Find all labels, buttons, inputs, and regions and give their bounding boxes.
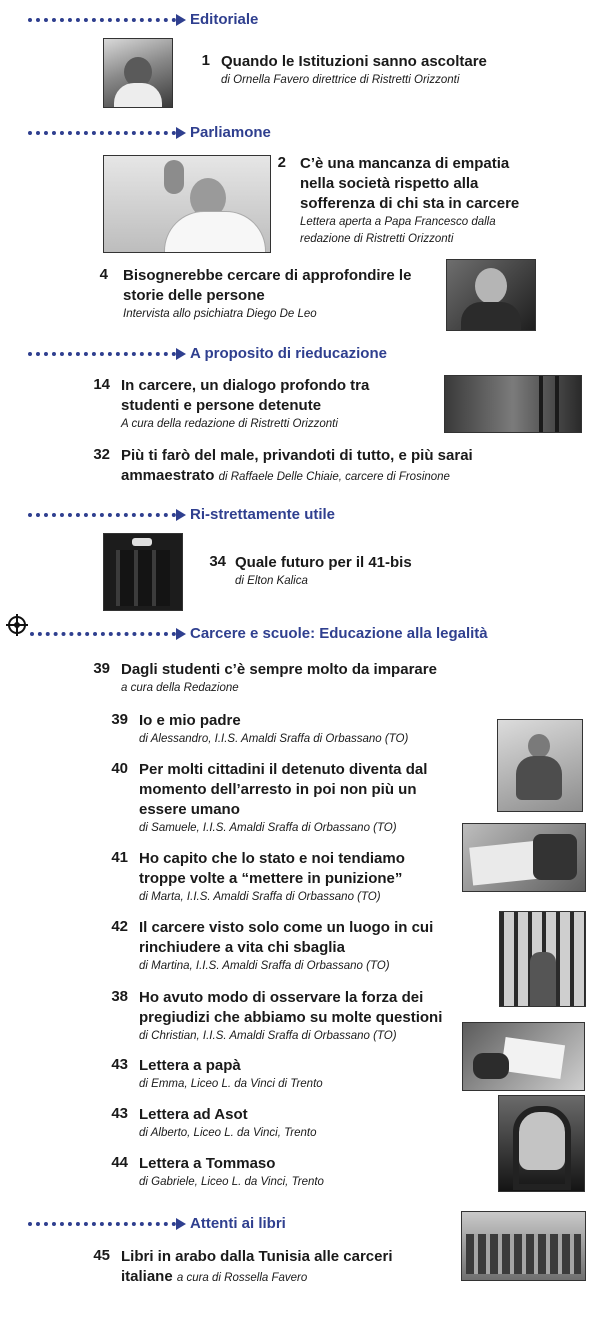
article-title: Lettera a Tommaso: [139, 1155, 276, 1172]
page-number: 45: [93, 1247, 110, 1264]
article-byline: di Christian, I.I.S. Amaldi Sraffa di Orbassano (TO): [139, 1030, 397, 1042]
article-title: Per molti cittadini il detenuto diventa dal momento dell’arresto in poi non più un essere umano: [139, 761, 428, 818]
article-entry[interactable]: [139, 1105, 439, 1142]
article-title: Libri in arabo dalla Tunisia alle carceri italiane: [121, 1248, 393, 1285]
article-title: Quale futuro per il 41-bis: [235, 554, 412, 571]
article-title: Lettera a papà: [139, 1057, 241, 1074]
registration-target-icon: [8, 616, 26, 634]
photo-group: [461, 1211, 586, 1281]
section-parliamone: Parliamone: [28, 124, 271, 141]
photo-ornella-favero: [103, 38, 173, 108]
article-title: Più ti farò del male, privandoti di tutto, e più sarai ammaestrato: [121, 447, 473, 484]
article-title: In carcere, un dialogo profondo tra studenti e persone detenute: [121, 377, 370, 414]
page-number: 42: [111, 918, 128, 935]
arrow-icon: [176, 348, 186, 360]
article-entry[interactable]: [139, 1056, 439, 1093]
article-entry[interactable]: [123, 266, 423, 323]
photo-girl-reading: [497, 719, 583, 812]
page-number: 41: [111, 849, 128, 866]
article-byline: Lettera aperta a Papa Francesco dalla redazione di Ristretti Orizzonti: [300, 216, 496, 245]
article-byline: di Raffaele Delle Chiaie, carcere di Frosinone: [218, 471, 450, 483]
article-byline: di Gabriele, Liceo L. da Vinci, Trento: [139, 1176, 324, 1188]
article-title: Lettera ad Asot: [139, 1106, 248, 1123]
article-entry[interactable]: [300, 154, 540, 248]
article-byline: Intervista allo psichiatra Diego De Leo: [123, 308, 317, 320]
article-entry[interactable]: [235, 553, 495, 590]
photo-letter: [462, 1022, 585, 1091]
article-byline: di Samuele, I.I.S. Amaldi Sraffa di Orbassano (TO): [139, 822, 397, 834]
article-entry[interactable]: [121, 1247, 421, 1288]
section-editoriale: Editoriale: [28, 11, 258, 28]
article-byline: di Marta, I.I.S. Amaldi Sraffa di Orbassano (TO): [139, 891, 381, 903]
article-entry[interactable]: [121, 376, 381, 433]
article-title: Ho capito che lo stato e noi tendiamo troppe volte a “mettere in punizione”: [139, 850, 405, 887]
article-byline: di Elton Kalica: [235, 575, 308, 587]
article-entry[interactable]: [221, 52, 511, 89]
article-entry[interactable]: [139, 918, 459, 975]
article-byline: di Ornella Favero direttrice di Ristretti Orizzonti: [221, 74, 460, 86]
article-entry[interactable]: [139, 849, 439, 906]
arrow-icon: [176, 14, 186, 26]
page-number: 39: [93, 660, 110, 677]
article-entry[interactable]: [139, 760, 454, 837]
page-number: 4: [99, 266, 108, 283]
page-number: 32: [93, 446, 110, 463]
article-title: Ho avuto modo di osservare la forza dei pregiudizi che abbiamo su molte questioni: [139, 989, 443, 1026]
page-number: 43: [111, 1056, 128, 1073]
arrow-icon: [176, 509, 186, 521]
arrow-icon: [176, 127, 186, 139]
photo-girl-hair: [498, 1095, 585, 1192]
page-number: 1: [201, 52, 210, 69]
arrow-icon: [176, 1218, 186, 1230]
article-title: Io e mio padre: [139, 712, 241, 729]
photo-bars: [499, 911, 586, 1007]
page-number: 14: [93, 376, 110, 393]
photo-papa-francesco: [103, 155, 271, 253]
article-entry[interactable]: [139, 711, 489, 748]
photo-writing: [462, 823, 586, 892]
page-number: 38: [111, 988, 128, 1005]
article-byline: di Alberto, Liceo L. da Vinci, Trento: [139, 1127, 317, 1139]
photo-students: [444, 375, 582, 433]
section-scuole: Carcere e scuole: Educazione alla legalità: [30, 625, 488, 642]
article-byline: di Emma, Liceo L. da Vinci di Trento: [139, 1078, 323, 1090]
article-title: Quando le Istituzioni sanno ascoltare: [221, 53, 487, 70]
article-title: Dagli studenti c’è sempre molto da imparare: [121, 661, 437, 678]
article-title: Bisognerebbe cercare di approfondire le storie delle persone: [123, 267, 412, 304]
article-byline: di Alessandro, I.I.S. Amaldi Sraffa di Orbassano (TO): [139, 733, 409, 745]
article-entry[interactable]: [139, 988, 479, 1045]
page-number: 39: [111, 711, 128, 728]
photo-diego-de-leo: [446, 259, 536, 331]
arrow-icon: [176, 628, 186, 640]
article-title: C’è una mancanza di empatia nella società rispetto alla sofferenza di chi sta in carcere: [300, 155, 520, 212]
section-libri: Attenti ai libri: [28, 1215, 286, 1232]
page-number: 43: [111, 1105, 128, 1122]
article-byline: a cura della Redazione: [121, 682, 239, 694]
article-entry[interactable]: [121, 660, 541, 697]
section-utile: Ri-strettamente utile: [28, 506, 335, 523]
page-number: 44: [111, 1154, 128, 1171]
photo-cell: [103, 533, 183, 611]
page-number: 34: [209, 553, 226, 570]
article-title: Il carcere visto solo come un luogo in cui rinchiudere a vita chi sbaglia: [139, 919, 434, 956]
article-entry[interactable]: [139, 1154, 439, 1191]
article-byline: A cura della redazione di Ristretti Orizzonti: [121, 418, 338, 430]
page-number: 2: [277, 154, 286, 171]
article-byline: a cura di Rossella Favero: [176, 1272, 308, 1284]
page-number: 40: [111, 760, 128, 777]
article-entry[interactable]: [121, 446, 541, 487]
section-rieducazione: A proposito di rieducazione: [28, 345, 387, 362]
article-byline: di Martina, I.I.S. Amaldi Sraffa di Orbassano (TO): [139, 960, 390, 972]
